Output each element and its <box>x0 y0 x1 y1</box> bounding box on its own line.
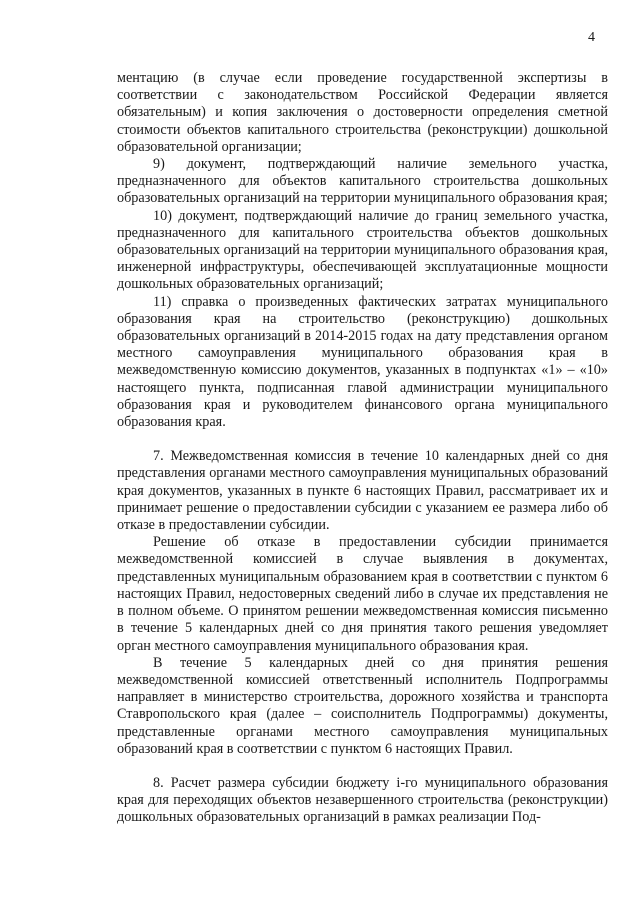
paragraph-section-7: 7. Межведомственная комиссия в течение 10 календарных дней со дня представления органами местного самоуправления муниципальных образований края документов, указанных в пункте 6 настоящих Правил, рассматривает их и принимает решение о предоставлении субсидии с указанием ее размера либо об отказе в предоставлении субсидии. <box>117 448 608 534</box>
paragraph-item-9: 9) документ, подтверждающий наличие земельного участка, предназначенного для объектов капитального строительства дошкольных образовательных организаций на территории муниципального образования края; <box>117 156 608 207</box>
document-body <box>117 70 608 827</box>
paragraph-section-8: 8. Расчет размера субсидии бюджету i-го муниципального образования края для переходящих объектов незавершенного строительства (реконструкции) дошкольных образовательных организаций в рамках реализации Под- <box>117 774 608 826</box>
section-gap <box>117 758 608 775</box>
section-gap <box>117 431 608 448</box>
paragraph-continuation: ментацию (в случае если проведение государственной экспертизы в соответствии с законодательством Российской Федерации является обязательным) и копия заключения о достоверности определения сметной стоимости объектов капитального строительства (реконструкции) дошкольной образовательной организации; <box>117 70 608 155</box>
paragraph-refusal: Решение об отказе в предоставлении субсидии принимается межведомственной комиссией в случае выявления в документах, представленных муниципальным образованием края в соответствии с пунктом 6 настоящих Правил, недостоверных сведений либо в случае их представления не в полном объеме. О принятом решении межведомственная комиссия письменно в течение 5 календарных дней со дня принятия такого решения уведомляет орган местного самоуправления муниципального образования края. <box>117 534 608 654</box>
paragraph-forwarding: В течение 5 календарных дней со дня принятия решения межведомственной комиссией ответственный исполнитель Подпрограммы направляет в министерство строительства, дорожного хозяйства и транспорта Ставропольского края (далее – соисполнитель Подпрограммы) документы, представленные органами местного самоуправления муниципальных образований края в соответствии с пунктом 6 настоящих Правил. <box>117 654 608 757</box>
paragraph-item-11: 11) справка о произведенных фактических затратах муниципального образования края на строительство (реконструкцию) дошкольных образовательных организаций в 2014-2015 годах на дату представления органом местного самоуправления муниципального образования края в межведомственную комиссию документов, указанных в подпунктах «1» – «10» настоящего пункта, подписанная главой администрации муниципального образования края и руководителем финансового органа муниципального образования края. <box>117 293 608 431</box>
page-number: 4 <box>588 30 595 45</box>
paragraph-item-10: 10) документ, подтверждающий наличие до границ земельного участка, предназначенного для капитального строительства объектов дошкольных образовательных организаций на территории муниципального образования края, инженерной инфраструктуры, обеспечивающей эксплуатационные мощности дошкольных образовательных организаций; <box>117 207 608 293</box>
